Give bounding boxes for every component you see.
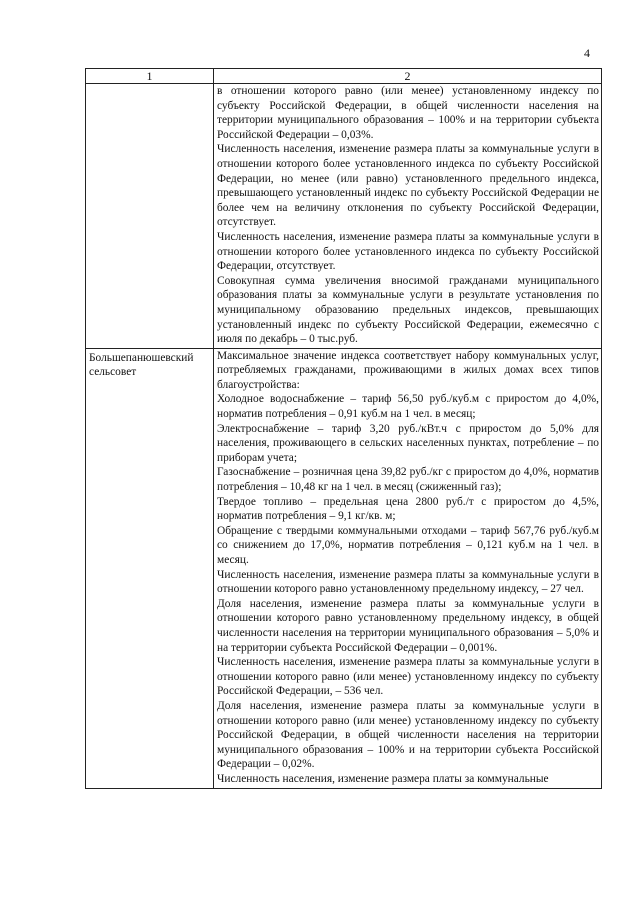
paragraph: Совокупная сумма увеличения вносимой гражданами муниципального образования платы за коммунальные услуги в результате установления по муниципальному образованию предельных индексов, превышающих установленный индекс по субъекту Российской Федерации, ежемесячно с июля по декабрь – 0 тыс.руб.: [217, 274, 599, 346]
paragraph: Доля населения, изменение размера платы за коммунальные услуги в отношении которого равно установленному предельному индексу, в общей численности населения на территории муниципального образования – 5,0% и на территории субъекта Российской Федерации – 0,001%.: [217, 597, 599, 654]
paragraph: Электроснабжение – тариф 3,20 руб./кВт.ч с приростом до 5,0% для населения, проживающего в сельских населенных пунктах, потребление – по приборам учета;: [217, 422, 599, 464]
paragraph: Обращение с твердыми коммунальными отходами – тариф 567,76 руб./куб.м со снижением до 17,0%, норматив потребления – 0,121 куб.м на 1 чел. в месяц.: [217, 524, 599, 566]
paragraph: Максимальное значение индекса соответствует набору коммунальных услуг, потребляемых гражданами, проживающими в жилых домах всех типов благоустройства:: [217, 349, 599, 391]
paragraph: Доля населения, изменение размера платы за коммунальные услуги в отношении которого равно (или менее) установленному индексу по субъекту Российской Федерации, в общей численности населения на территории муниципального образования – 100% и на территории субъекта Российской Федерации – 0,02%.: [217, 699, 599, 771]
district-name: Большепанюшевский сельсовет: [89, 351, 194, 379]
column-header: 2: [214, 69, 602, 84]
data-table: [85, 68, 602, 789]
paragraph: Численность населения, изменение размера платы за коммунальные: [217, 772, 549, 785]
paragraph: Численность населения, изменение размера платы за коммунальные услуги в отношении которого более установленного индекса по субъекту Российской Федерации, но менее (или равно) установленного предельного индекса, превышающего установленный индекс по субъекту Российской Федерации не более чем на величину отклонения по субъекту Российской Федерации, отсутствует.: [217, 143, 599, 229]
description-cell: [214, 84, 602, 349]
district-name-cell: [86, 348, 214, 788]
district-name-cell: [86, 84, 214, 349]
paragraph: Численность населения, изменение размера платы за коммунальные услуги в отношении которого равно установленному предельному индексу, – 27 чел.: [217, 568, 599, 596]
table-row: [86, 348, 602, 788]
table-row: [86, 84, 602, 349]
paragraph: Численность населения, изменение размера платы за коммунальные услуги в отношении которого более установленного индекса по субъекту Российской Федерации, отсутствует.: [217, 230, 599, 273]
paragraph: Газоснабжение – розничная цена 39,82 руб./кг с приростом до 4,0%, норматив потребления – 10,48 кг на 1 чел. в месяц (сжиженный газ);: [217, 466, 599, 494]
page-number: 4: [584, 46, 590, 60]
table-header-row: [86, 69, 602, 84]
paragraph: Холодное водоснабжение – тариф 56,50 руб./куб.м с приростом до 4,0%, норматив потребления – 0,91 куб.м на 1 чел. в месяц;: [217, 393, 599, 421]
paragraph: Численность населения, изменение размера платы за коммунальные услуги в отношении которого равно (или менее) установленному индексу по субъекту Российской Федерации, – 536 чел.: [217, 656, 599, 698]
description-cell: [214, 348, 602, 788]
paragraph: Твердое топливо – предельная цена 2800 руб./т с приростом до 4,5%, норматив потребления – 9,1 кг/кв. м;: [217, 495, 599, 523]
paragraph: в отношении которого равно (или менее) установленному индексу по субъекту Российской Федерации, в общей численности населения на территории муниципального образования – 100% и на территории субъекта Российской Федерации – 0,03%.: [217, 85, 599, 141]
column-header: 1: [86, 69, 214, 84]
